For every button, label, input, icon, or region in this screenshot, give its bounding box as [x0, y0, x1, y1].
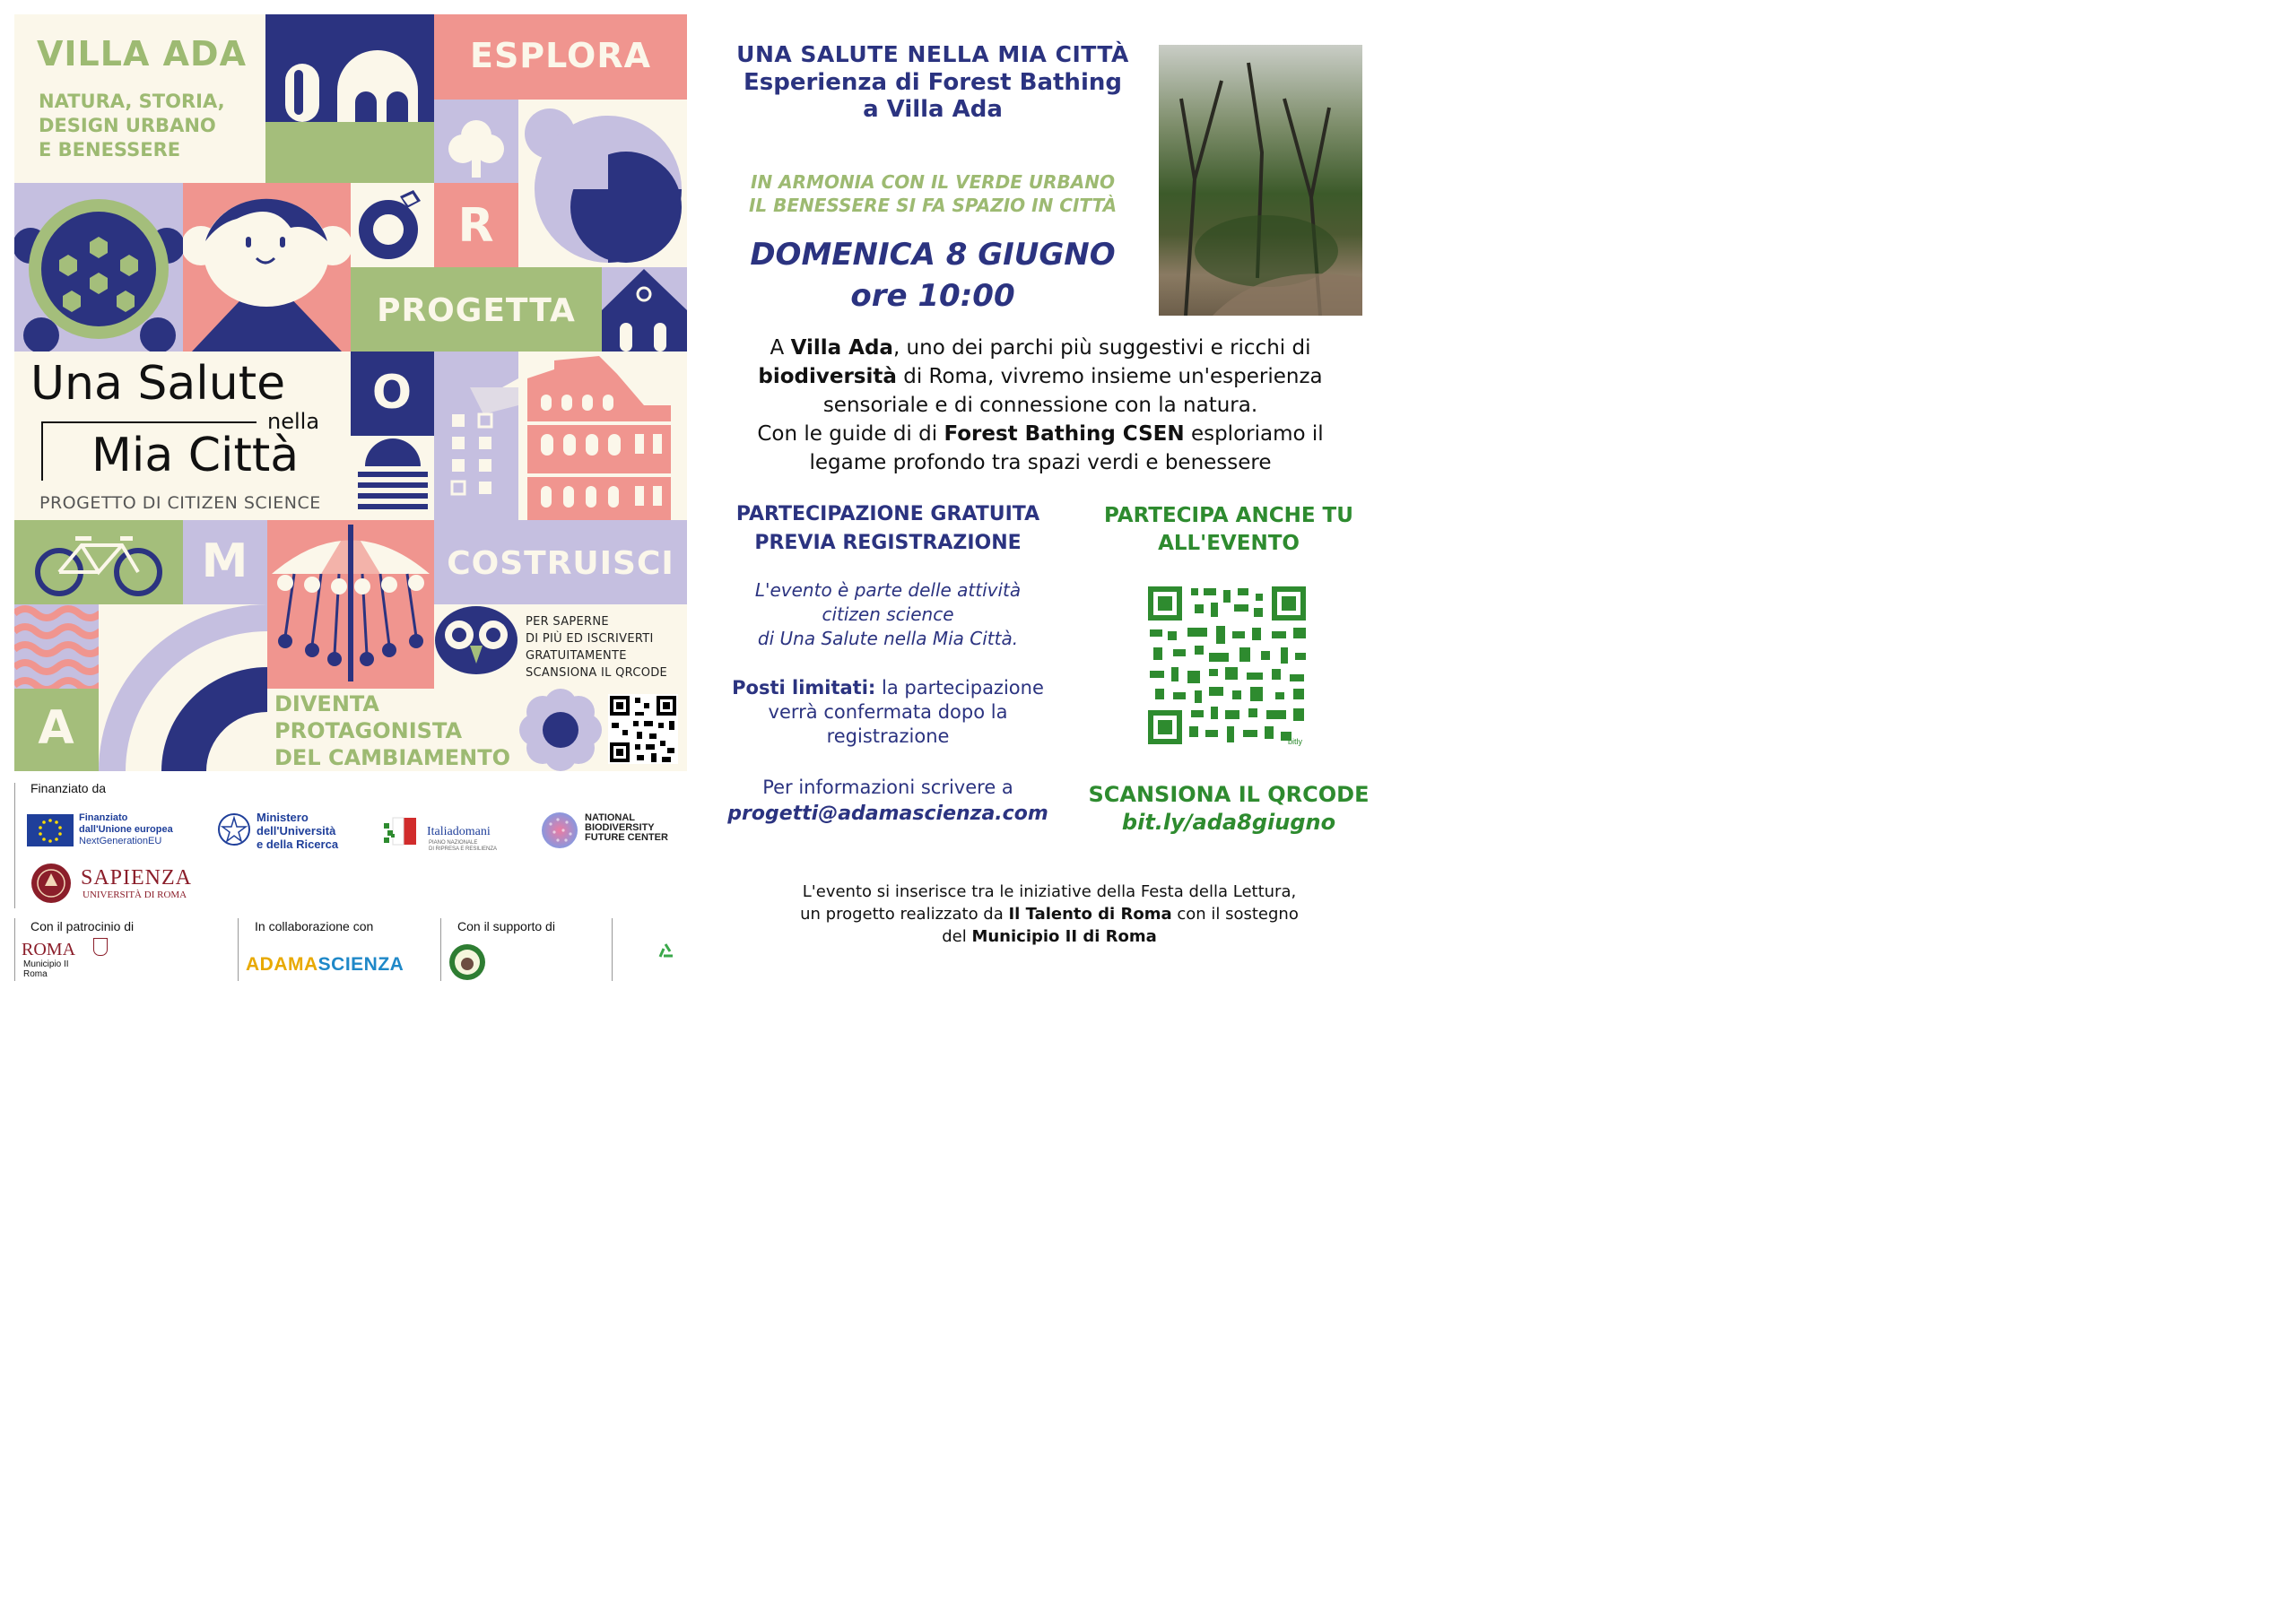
event-title-2: Esperienza di Forest Bathing: [744, 69, 1122, 96]
desc-line-2: [709, 362, 1372, 391]
footer-text: con il sostegno: [1171, 905, 1299, 924]
limited-line: registrazione: [826, 725, 950, 747]
face-tile: [183, 183, 351, 352]
house-icon: [602, 267, 687, 352]
letter-a: A: [38, 701, 75, 755]
letter-a-tile: [14, 689, 99, 771]
ministero-line: Ministero: [257, 811, 309, 824]
sunset-illustration: [351, 436, 434, 520]
ministero-line: dell'Università: [257, 824, 336, 838]
esplora-tile: [434, 14, 687, 100]
event-qr-code[interactable]: [1146, 585, 1309, 748]
roma-subtitle: [23, 959, 69, 979]
ministero-emblem: [217, 812, 251, 846]
footer-line-3: [709, 925, 1383, 948]
participation-line: PARTECIPAZIONE GRATUITA: [735, 503, 1040, 525]
contact-email-link[interactable]: progetti@adamascienza.com: [727, 803, 1048, 825]
villa-sub-line: DESIGN URBANO: [39, 115, 216, 136]
esplora-label: ESPLORA: [469, 36, 651, 75]
adama-text: ADAMA: [246, 954, 318, 975]
recycle-symbol-icon: [655, 942, 676, 963]
diventa-line: DEL CAMBIAMENTO: [274, 745, 510, 770]
desc-text: esploriamo il: [1184, 422, 1324, 446]
face-illustration: [183, 183, 351, 352]
flyer: [0, 0, 1383, 987]
event-description: [709, 334, 1372, 477]
ministero-text: [257, 811, 338, 851]
nbfc-line: FUTURE CENTER: [585, 832, 668, 843]
italiadomani-sub: [429, 840, 497, 853]
globe-tile: [518, 100, 687, 267]
desc-text: , uno dei parchi più suggestivi e ricchi di: [892, 336, 1311, 360]
waves-illustration: [14, 604, 99, 689]
cta-line: ALL'EVENTO: [1158, 532, 1300, 555]
flower-icon: [518, 689, 603, 771]
carousel-tile: [267, 520, 434, 689]
turtle-illustration: [14, 183, 183, 352]
desc-text: Con le guide di di: [757, 422, 944, 446]
limited-seats-note: [709, 676, 1067, 749]
desc-text: di Roma, vivremo insieme un'esperienza: [896, 365, 1323, 388]
logo-divider: [41, 421, 257, 423]
owl-icon: [434, 604, 518, 689]
tagline-line: IN ARMONIA CON IL VERDE URBANO: [751, 171, 1115, 193]
letter-r: R: [457, 199, 495, 253]
qr-code-icon: [608, 694, 678, 764]
carousel-illustration: [267, 520, 434, 689]
event-time: ore 10:00: [850, 278, 1015, 314]
colosseum-tile: [518, 352, 687, 520]
finanziato-da-label: Finanziato da: [30, 781, 107, 795]
event-date: DOMENICA 8 GIUGNO: [750, 237, 1116, 273]
roma-wordmark: ROMA: [22, 940, 76, 959]
waves-tile: [14, 604, 99, 689]
tree-icon: [434, 100, 518, 183]
nbfc-text: [585, 813, 668, 843]
diventa-text: [274, 690, 510, 771]
footer-line: L'evento si inserisce tra le iniziative della Festa della Lettura,: [802, 882, 1297, 901]
villa-ada-subtitle: [39, 90, 225, 162]
arc-illustration: [99, 604, 267, 771]
italiadomani-sub-line: DI RIPRESA E RESILIENZA: [429, 846, 498, 852]
costruisci-tile: [434, 520, 687, 604]
desc-bold: Forest Bathing CSEN: [944, 422, 1185, 446]
event-title-3: a Villa Ada: [863, 96, 1003, 123]
poster: [14, 14, 687, 771]
nbfc-sphere-icon: [540, 811, 579, 850]
collaborazione-label: In collaborazione con: [255, 919, 374, 933]
bicycle-icon: [14, 520, 183, 604]
tagline-line: IL BENESSERE SI FA SPAZIO IN CITTÀ: [748, 195, 1118, 216]
info-line: PER SAPERNE: [526, 615, 609, 629]
arc-tile: [99, 604, 267, 771]
funders-divider: [14, 783, 15, 908]
desc-line-4: [709, 420, 1372, 448]
tree-tile: [434, 100, 518, 183]
eu-stars-icon: [27, 814, 74, 846]
progetta-tile: [351, 267, 602, 352]
arches-illustration: [265, 14, 434, 122]
desc-line-3: sensoriale e di connessione con la natura.: [822, 394, 1258, 417]
letter-o-tile: [351, 352, 434, 436]
desc-line-5: legame profondo tra spazi verdi e benessere: [809, 451, 1272, 474]
footer-note: [709, 881, 1383, 948]
citizen-note-line: citizen science: [822, 603, 954, 625]
villa-ada-block: [14, 14, 265, 183]
building-illustration: [434, 352, 518, 520]
logo-line2: Mia Città: [91, 429, 300, 482]
limited-line: verrà confermata dopo la: [768, 701, 1008, 723]
letter-m: M: [201, 534, 249, 588]
diventa-block: [267, 689, 518, 771]
letter-m-tile: [183, 520, 267, 604]
diventa-line: DIVENTA: [274, 691, 379, 716]
turtle-tile: [14, 183, 183, 352]
desc-text: A: [770, 336, 791, 360]
bottom-divider-4: [612, 918, 613, 981]
logo-nella: nella: [267, 409, 320, 434]
ring-tile: [351, 183, 434, 267]
scienza-text: SCIENZA: [317, 954, 404, 975]
colosseum-illustration: [518, 352, 687, 520]
sapienza-seal: [30, 863, 72, 904]
globe-illustration: [518, 100, 687, 267]
info-line: GRATUITAMENTE: [526, 649, 627, 663]
event-title-1: UNA SALUTE NELLA MIA CITTÀ: [736, 41, 1129, 67]
nbfc-line: NATIONAL: [585, 812, 636, 823]
footer-line-2: [709, 903, 1383, 925]
scan-cta: SCANSIONA IL QRCODE: [1088, 782, 1370, 807]
italiadomani-logo: [384, 816, 425, 848]
villa-sub-line: NATURA, STORIA,: [39, 91, 225, 112]
logo-subtitle: PROGETTO DI CITIZEN SCIENCE: [39, 493, 321, 513]
project-logo: [14, 352, 351, 520]
adamascienza-logo: [246, 954, 404, 976]
cta-line: PARTECIPA ANCHE TU: [1104, 504, 1353, 527]
footer-text: un progetto realizzato da: [800, 905, 1009, 924]
eu-line: NextGenerationEU: [79, 836, 162, 846]
roma-crest-icon: [93, 938, 108, 956]
cta-block: [1076, 502, 1381, 558]
forest-trees-illustration: [1159, 45, 1362, 316]
contact-block: [709, 775, 1067, 827]
roma-sub-line: Roma: [23, 969, 48, 979]
costruisci-label: COSTRUISCI: [447, 545, 674, 582]
ministero-line: e della Ricerca: [257, 838, 339, 851]
villa-ada-title: VILLA ADA: [37, 34, 247, 74]
logo-line1: Una Salute: [30, 357, 286, 411]
citizen-note-line: di Una Salute nella Mia Città.: [757, 628, 1019, 649]
event-header: [718, 41, 1148, 123]
ring-icon: [351, 183, 434, 267]
eu-logo: [27, 814, 74, 846]
villa-sub-line: E BENESSERE: [39, 139, 181, 161]
footer-bold: Il Talento di Roma: [1008, 905, 1172, 924]
bottom-divider-1: [14, 918, 15, 981]
sage-strip: [265, 122, 434, 183]
italiadomani-sub-line: PIANO NAZIONALE: [429, 840, 478, 846]
eu-line: dall'Unione europea: [79, 824, 173, 835]
poster-qr-code[interactable]: [608, 694, 678, 764]
qr-code-icon: [1146, 585, 1309, 748]
scan-info: [518, 604, 687, 689]
building-tile: [434, 352, 518, 520]
diventa-line: PROTAGONISTA: [274, 718, 463, 743]
scan-info-text: [526, 613, 667, 681]
nbfc-line: BIODIVERSITY: [585, 822, 655, 833]
bike-tile: [14, 520, 183, 604]
progetta-label: PROGETTA: [377, 292, 576, 329]
arches-tile: [265, 14, 434, 122]
badge-icon: [448, 943, 486, 981]
roma-sub-line: Municipio II: [23, 959, 69, 969]
desc-line-1: [709, 334, 1372, 362]
sapienza-wordmark: SAPIENZA: [81, 866, 193, 890]
flower-tile: [518, 689, 603, 771]
eu-text: [79, 812, 173, 847]
info-line: DI PIÙ ED ISCRIVERTI: [526, 632, 654, 646]
citizen-note-line: L'evento è parte delle attività: [754, 579, 1022, 601]
footer-bold: Municipio II di Roma: [971, 927, 1157, 946]
house-tile: [602, 267, 687, 352]
sapienza-subtitle: UNIVERSITÀ DI ROMA: [83, 890, 187, 900]
sunset-tile: [351, 436, 434, 520]
emblem-icon: [217, 812, 251, 846]
letter-r-tile: [434, 183, 518, 267]
limited-text: la partecipazione: [875, 677, 1044, 699]
info-line: SCANSIONA IL QRCODE: [526, 666, 668, 680]
eu-line: Finanziato: [79, 812, 128, 823]
sapienza-seal-icon: [30, 863, 72, 904]
patrocinio-label: Con il patrocinio di: [30, 919, 135, 933]
desc-bold: Villa Ada: [790, 336, 893, 360]
participation-block: [709, 500, 1067, 558]
limited-line-1: [709, 676, 1067, 700]
supporter-badge: [448, 943, 486, 981]
owl-tile: [434, 604, 518, 689]
bottom-divider-3: [440, 918, 441, 981]
nbfc-logo: [540, 811, 579, 850]
recycle-icon: [655, 942, 676, 963]
logo-divider-vertical: [41, 421, 43, 481]
participation-line: PREVIA REGISTRAZIONE: [754, 532, 1022, 554]
italiadomani-wordmark: Italiadomani: [427, 825, 491, 838]
citizen-note: [709, 578, 1067, 651]
forest-photo: [1159, 45, 1362, 316]
supporto-label: Con il supporto di: [457, 919, 555, 933]
footer-text: del: [942, 927, 972, 946]
limited-bold: Posti limitati:: [732, 677, 876, 699]
tagline: [718, 170, 1148, 217]
bottom-divider-2: [238, 918, 239, 981]
short-link[interactable]: bit.ly/ada8giugno: [1121, 810, 1336, 835]
qr-brand-label: bitly: [1288, 737, 1303, 746]
desc-bold: biodiversità: [758, 365, 897, 388]
contact-label: Per informazioni scrivere a: [762, 777, 1013, 798]
italiadomani-icon: [384, 816, 425, 848]
letter-o: O: [371, 366, 413, 420]
